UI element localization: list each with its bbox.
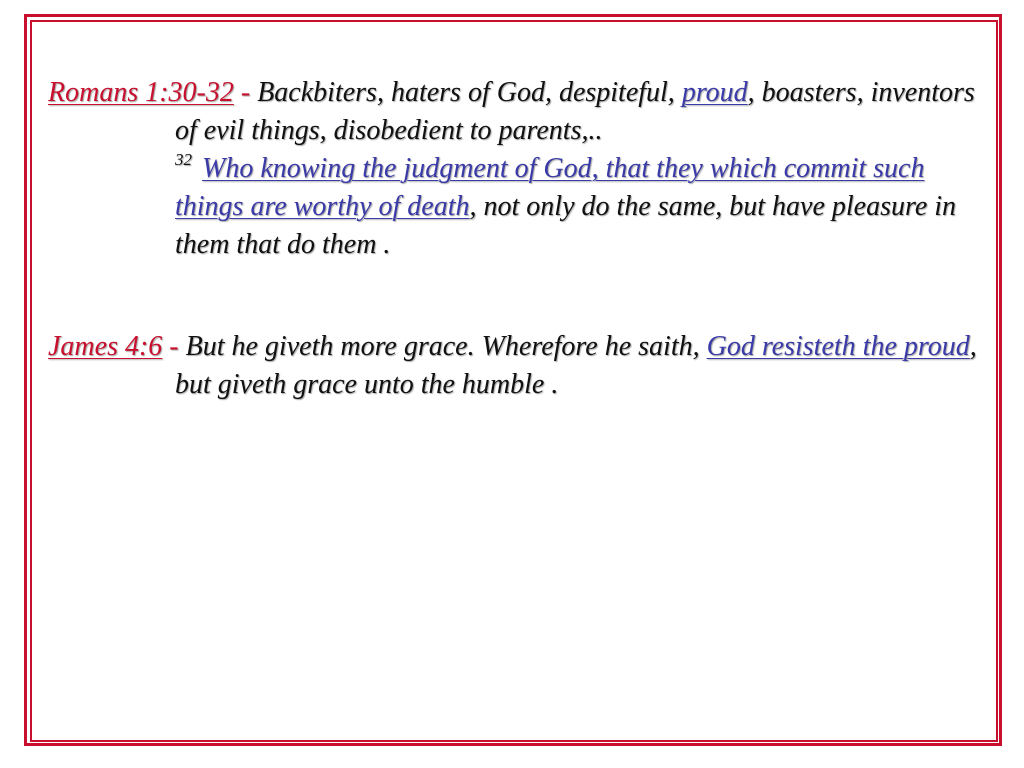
verse-text: , but giveth grace unto the humble .	[175, 331, 977, 400]
highlighted-phrase-god-resisteth: God resisteth the proud	[706, 331, 970, 362]
highlighted-phrase-proud: proud	[681, 77, 748, 108]
verse-reference-romans: Romans 1:30-32	[48, 77, 234, 108]
verse-text: But he giveth more grace. Wherefore he saith,	[185, 331, 707, 362]
verse-number: 32	[175, 150, 192, 169]
slide-content	[48, 74, 978, 404]
reference-dash: -	[162, 331, 186, 362]
verse-text: , boasters, inventors of evil things, disobedient to parents,..	[175, 77, 975, 146]
verse-text: Backbiters, haters of God, despiteful,	[257, 77, 682, 108]
verse-reference-james: James 4:6	[48, 331, 163, 362]
highlighted-phrase-judgment: Who knowing the judgment of God, that they which commit such things are worthy of death	[175, 153, 925, 222]
verse-james	[48, 328, 978, 404]
reference-dash: -	[233, 77, 258, 108]
verse-romans	[48, 74, 978, 264]
verse-text: , not only do the same, but have pleasure in them that do them .	[175, 191, 957, 260]
